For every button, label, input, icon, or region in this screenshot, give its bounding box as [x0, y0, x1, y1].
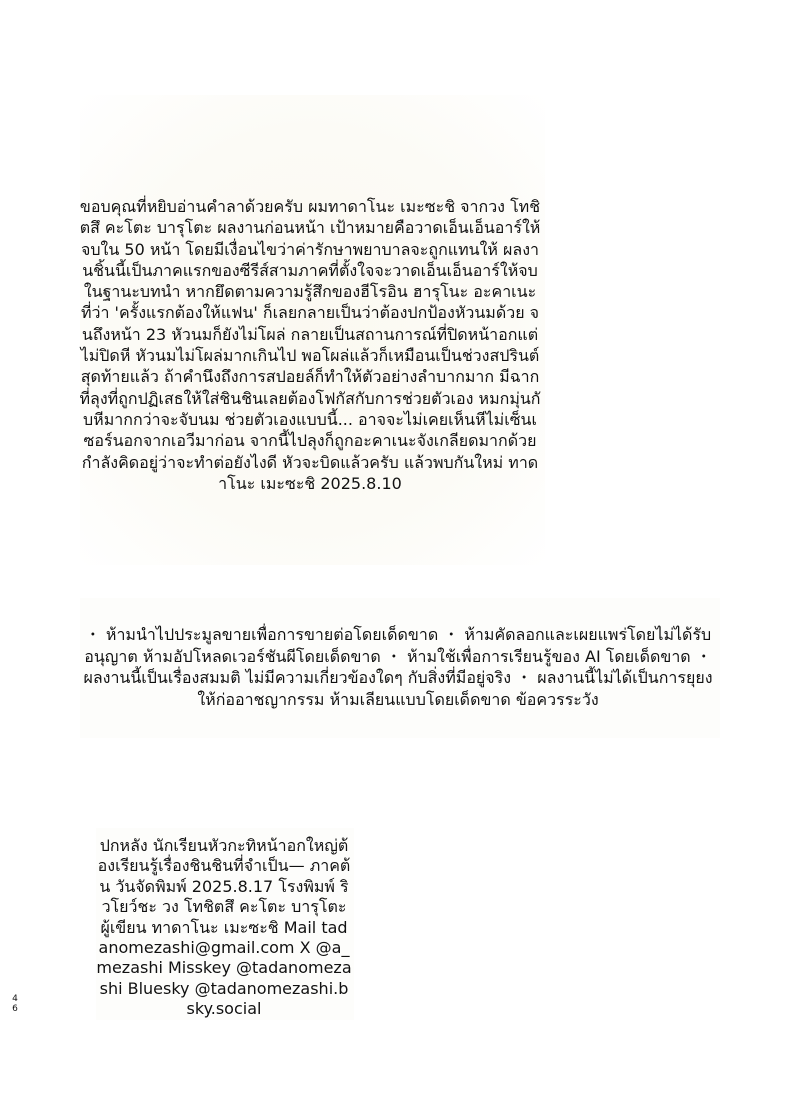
colophon-text: ปกหลัง นักเรียนหัวกะทิหน้าอกใหญ่ต้องเรียนรู้เรื่องชินชินที่จำเป็น— ภาคต้น วันจัดพิมพ์ 2025.8.17 โรงพิมพ์ ริวโยว์ชะ วง โทชิตสึ คะโตะ บารุโตะ ผู้เขียน ทาดาโนะ เมะซะชิ Mail tadanomezashi@gmail.com X @a_mezashi Misskey @tadanomezashi Bluesky @tadanomezashi.bsky.social — [96, 836, 352, 1019]
page-number: 46 — [12, 994, 18, 1014]
usage-notice-text: ・ ห้ามนำไปประมูลขายเพื่อการขายต่อโดยเด็ดขาด ・ ห้ามคัดลอกและเผยแพร่โดยไม่ได้รับอนุญาต ห้ามอัปโหลดเวอร์ชันผีโดยเด็ดขาด ・ ห้ามใช้เพื่อการเรียนรู้ของ AI โดยเด็ดขาด ・ ผลงานนี้เป็นเรื่องสมมติ ไม่มีความเกี่ยวข้องใดๆ กับสิ่งที่มีอยู่จริง ・ ผลงานนี้ไม่ได้เป็นการยุยงให้ก่ออาชญากรรม ห้ามเลียนแบบโดยเด็ดขาด ข้อควรระวัง — [83, 625, 713, 709]
afterword-text: ขอบคุณที่หยิบอ่านคำลาด้วยครับ ผมทาดาโนะ เมะซะชิ จากวง โทชิตสึ คะโตะ บารุโตะ ผลงานก่อนหน้า เป้าหมายคือวาดเอ็นเอ็นอาร์ให้จบใน 50 หน้า โดยมีเงื่อนไขว่าค่ารักษาพยาบาลจะถูกแทนให้ ผลงานชิ้นนี้เป็นภาคแรกของซีรีส์สามภาคที่ตั้งใจจะวาดเอ็นเอ็นอาร์ให้จบ ในฐานะบทนำ หากยึดตามความรู้สึกของฮีโรอิน ฮารุโนะ อะคาเนะ ที่ว่า 'ครั้งแรกต้องให้แฟน' ก็เลยกลายเป็นว่าต้องปกป้องหัวนมด้วย จนถึงหน้า 23 หัวนมก็ยังไม่โผล่ กลายเป็นสถานการณ์ที่ปิดหน้าอกแต่ไม่ปิดหี หัวนมไม่โผล่มากเกินไป พอโผล่แล้วก็เหมือนเป็นช่วงสปรินต์สุดท้ายแล้ว ถ้าคำนึงถึงการสปอยล์ก็ทำให้ตัวอย่างลำบากมาก มีฉากที่ลุงที่ถูกปฏิเสธให้ใส่ชินชินเลยต้องโฟกัสกับการช่วยตัวเอง หมกมุ่นกับหีมากกว่าจะจับนม ช่วยตัวเองแบบนี้... อาจจะไม่เคยเห็นหีไม่เซ็นเซอร์นอกจากเอวีมาก่อน จากนี้ไปลุงก็ถูกอะคาเนะจังเกลียดมากด้วย กำลังคิดอยู่ว่าจะทำต่อยังไงดี หัวจะบิดแล้วครับ แล้วพบกันใหม่ ทาดาโนะ เมะซะชิ 2025.8.10 — [79, 197, 541, 493]
